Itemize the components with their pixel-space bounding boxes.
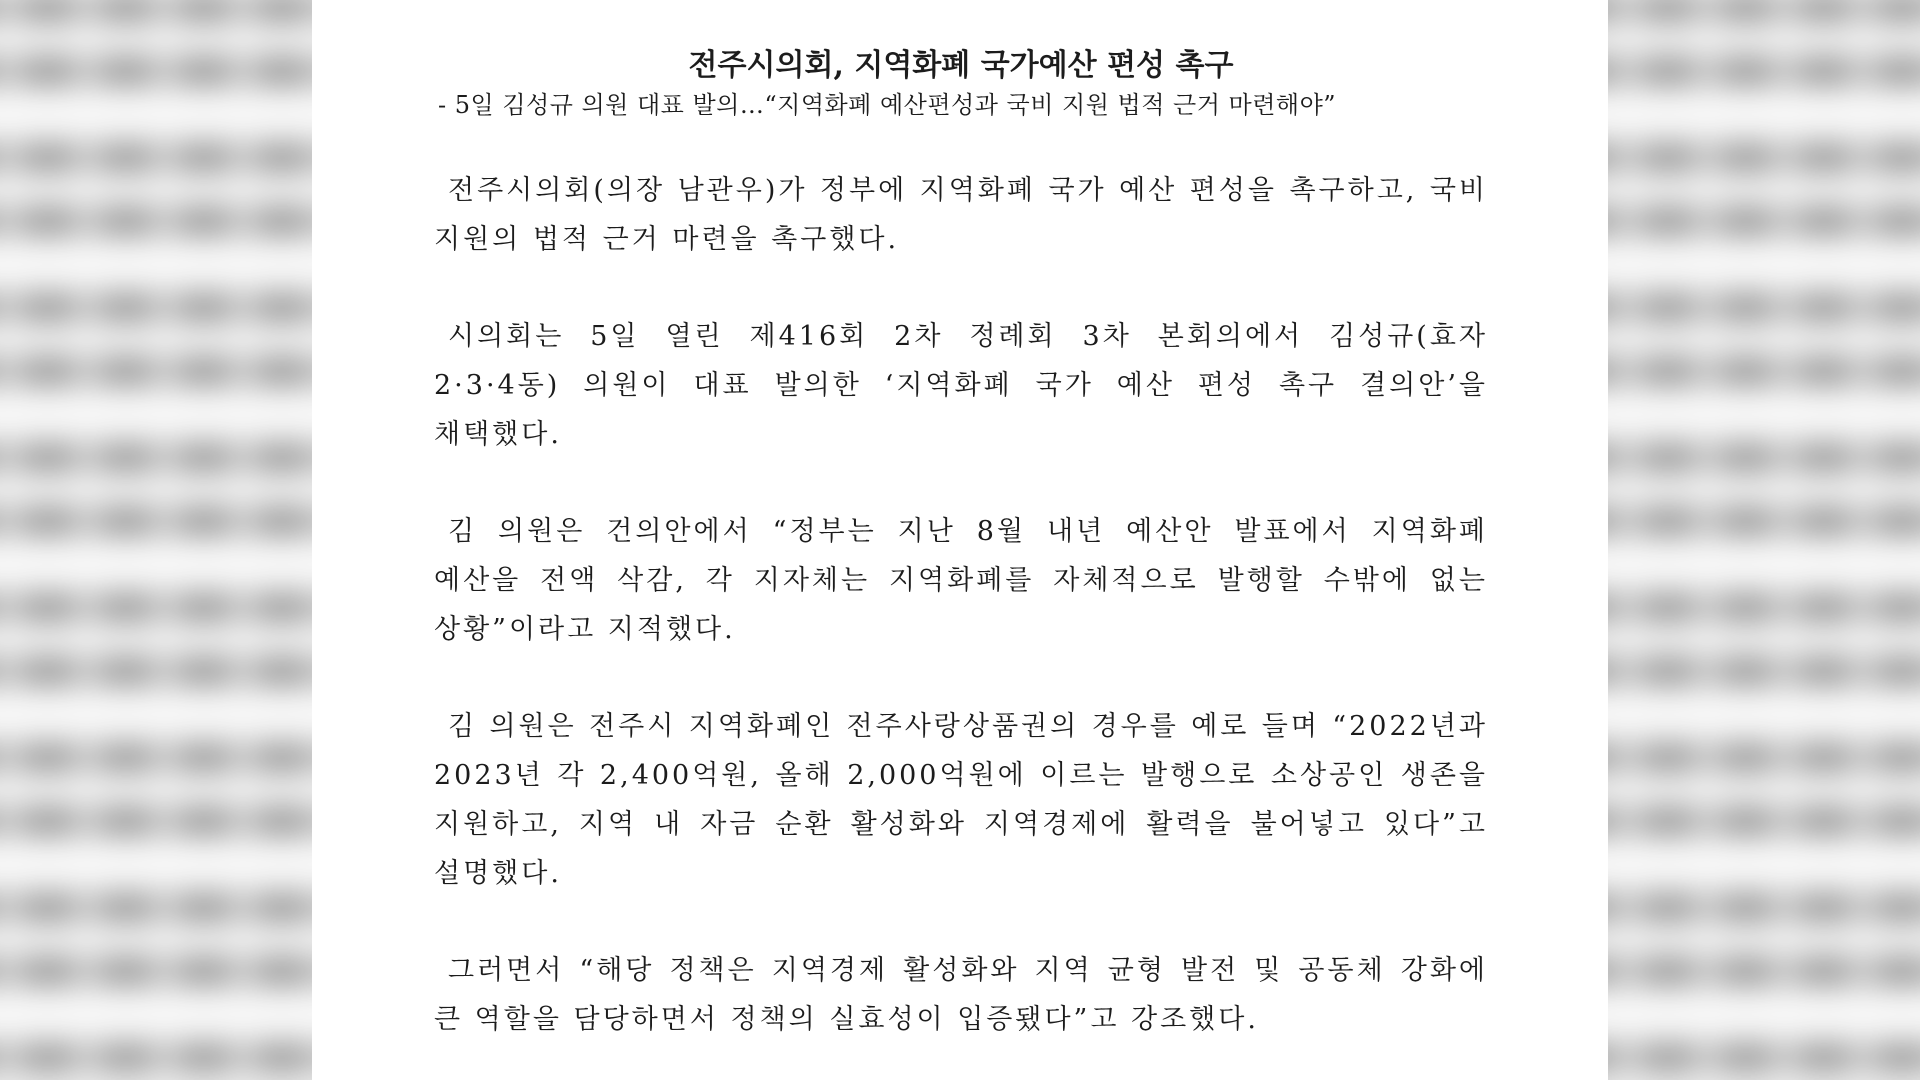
- paragraph-text: 그러면서 “해당 정책은 지역경제 활성화와 지역 균형 발전 및 공동체 강화에 큰 역할을 담당하면서 정책의 실효성이 입증됐다”고 강조했다.: [434, 955, 1488, 1035]
- paragraph-1: [434, 166, 1488, 264]
- paragraph-text: 전주시의회(의장 남관우)가 정부에 지역화폐 국가 예산 편성을 촉구하고, 국비 지원의 법적 근거 마련을 촉구했다.: [434, 175, 1488, 255]
- paragraph-text: 시의회는 5일 열린 제416회 2차 정례회 3차 본회의에서 김성규(효자 2·3·4동) 의원이 대표 발의한 ‘지역화폐 국가 예산 편성 촉구 결의안’을 채택했다.: [434, 321, 1488, 450]
- paragraph-text: 김 의원은 전주시 지역화폐인 전주사랑상품권의 경우를 예로 들며 “2022년과 2023년 각 2,400억원, 올해 2,000억원에 이르는 발행으로 소상공인 생존을 지원하고, 지역 내 자금 순환 활성화와 지역경제에 활력을 불어넣고 있다”고 설명했다.: [434, 711, 1488, 889]
- document-title: 전주시의회, 지역화폐 국가예산 편성 촉구: [688, 48, 1234, 83]
- paragraph-4: [434, 702, 1488, 898]
- paragraph-3: [434, 507, 1488, 654]
- document-page: [312, 0, 1608, 1080]
- paragraph-text: 김 의원은 건의안에서 “정부는 지난 8월 내년 예산안 발표에서 지역화폐 예산을 전액 삭감, 각 지자체는 지역화폐를 자체적으로 발행할 수밖에 없는 상황”이라고 지적했다.: [434, 516, 1488, 645]
- paragraph-2: [434, 312, 1488, 459]
- blurred-background-right: [1560, 0, 1920, 1080]
- document-subtitle: - 5일 김성규 의원 대표 발의…“지역화폐 예산편성과 국비 지원 법적 근거 마련해야”: [438, 91, 1337, 119]
- blurred-background-left: [0, 0, 360, 1080]
- paragraph-5: [434, 946, 1488, 1044]
